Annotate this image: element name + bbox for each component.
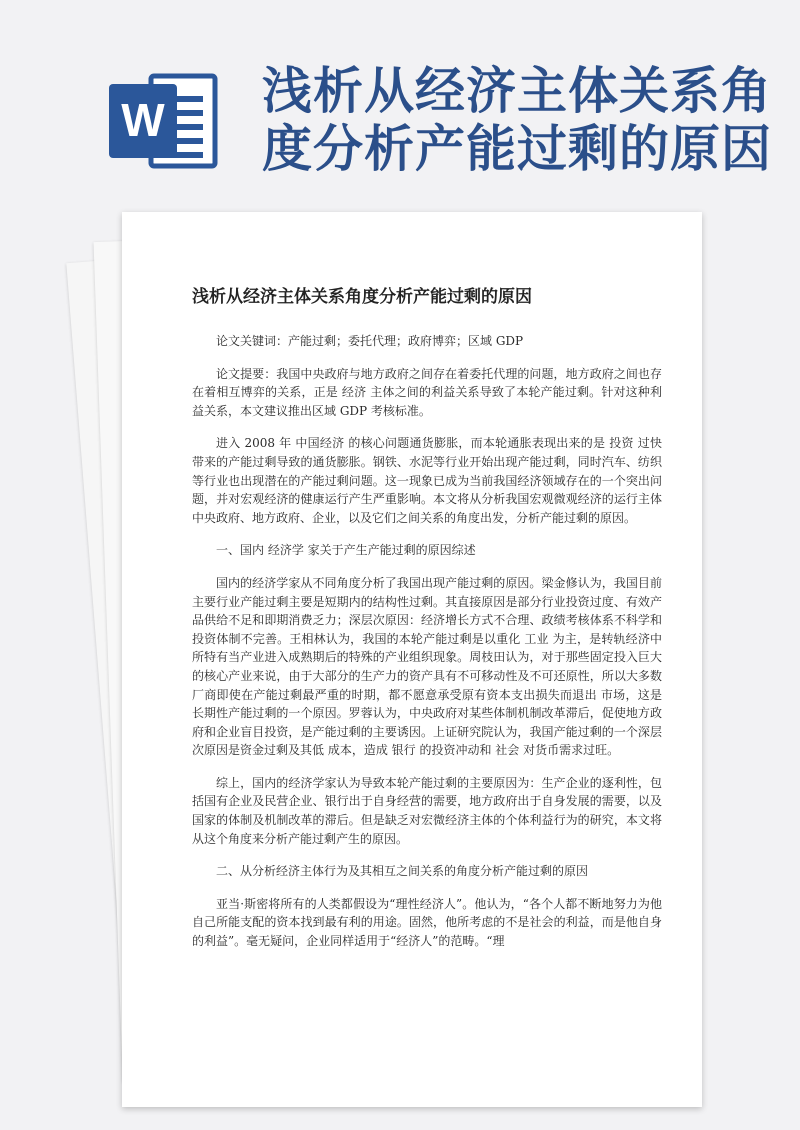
word-document-icon [105,62,223,180]
keywords-paragraph: 论文关键词：产能过剩；委托代理；政府博弈；区域 GDP [216,334,524,348]
body-paragraph: 亚当·斯密将所有的人类都假设为“理性经济人”。他认为，“各个人都不断地努力为他自己所能支配的资本找到最有利的用途。固然，他所考虑的不是社会的利益，而是他自身的利益”。毫无疑问，企业同样适用于“经济人”的范畴。“理 [192,896,662,949]
abstract-paragraph: 论文提要：我国中央政府与地方政府之间存在着委托代理的问题，地方政府之间也存在着相互博弈的关系，正是 经济 主体之间的利益关系导致了本轮产能过剩。针对这种利益关系，本文建议推出区域 GDP 考核标准。 [192,366,662,418]
banner-title: 浅析从经济主体关系角度分析产能过剩的原因 [262,62,772,178]
section-heading: 一、国内 经济学 家关于产生产能过剩的原因综述 [216,543,476,558]
body-paragraph: 国内的经济学家从不同角度分析了我国出现产能过剩的原因。梁金修认为，我国目前主要行业产能过剩主要是短期内的结构性过剩。其直接原因是部分行业投资过度、有效产品供给不足和即期消费乏力；深层次原因：经济增长方式不合理、政绩考核体系不科学和投资体制不完善。王相林认为，我国的本轮产能过剩是以重化 工业 为主，是转轨经济中所特有当产业进入成熟期后的特殊的产业组织现象。周枝田认为，对于那些固定投入巨大的核心产业来说，由于大部分的生产力的资产具有不可移动性及不可还原性，所以大多数厂商即使在产能过剩最严重的时期，都不愿意承受原有资本支出损失而退出 市场，这是长期性产能过剩的一个原因。罗蓉认为，中央政府对某些体制机制改革滞后，促使地方政府和企业盲目投资，是产能过剩的主要诱因。上证研究院认为，我国产能过剩的一个深层次原因是资金过剩及其低 成本，造成 银行 的投资冲动和 社会 对货币需求过旺。 [192,575,662,758]
document-page [122,212,702,1107]
icon-letter: W [121,94,165,146]
document-title: 浅析从经济主体关系角度分析产能过剩的原因 [192,287,532,307]
section-heading: 二、从分析经济主体行为及其相互之间关系的角度分析产能过剩的原因 [216,864,589,879]
banner [0,0,800,200]
document-body [192,332,662,965]
body-paragraph: 综上，国内的经济学家认为导致本轮产能过剩的主要原因为：生产企业的逐利性，包括国有企业及民营企业、银行出于自身经营的需要，地方政府出于自身发展的需要，以及国家的体制及机制改革的滞后。但是缺乏对宏微经济主体的个体利益行为的研究，本文将从这个角度来分析产能过剩产生的原因。 [192,775,662,846]
body-paragraph: 进入 2008 年 中国经济 的核心问题通货膨胀，而本轮通胀表现出来的是 投资 过快带来的产能过剩导致的通货膨胀。钢铁、水泥等行业开始出现产能过剩，同时汽车、纺织等行业也出现潜在的产能过剩问题。这一现象已成为当前我国经济领域存在的一个突出问题，并对宏观经济的健康运行产生严重影响。本文将从分析我国宏观微观经济的运行主体中央政府、地方政府、企业，以及它们之间关系的角度出发，分析产能过剩的原因。 [192,436,662,525]
